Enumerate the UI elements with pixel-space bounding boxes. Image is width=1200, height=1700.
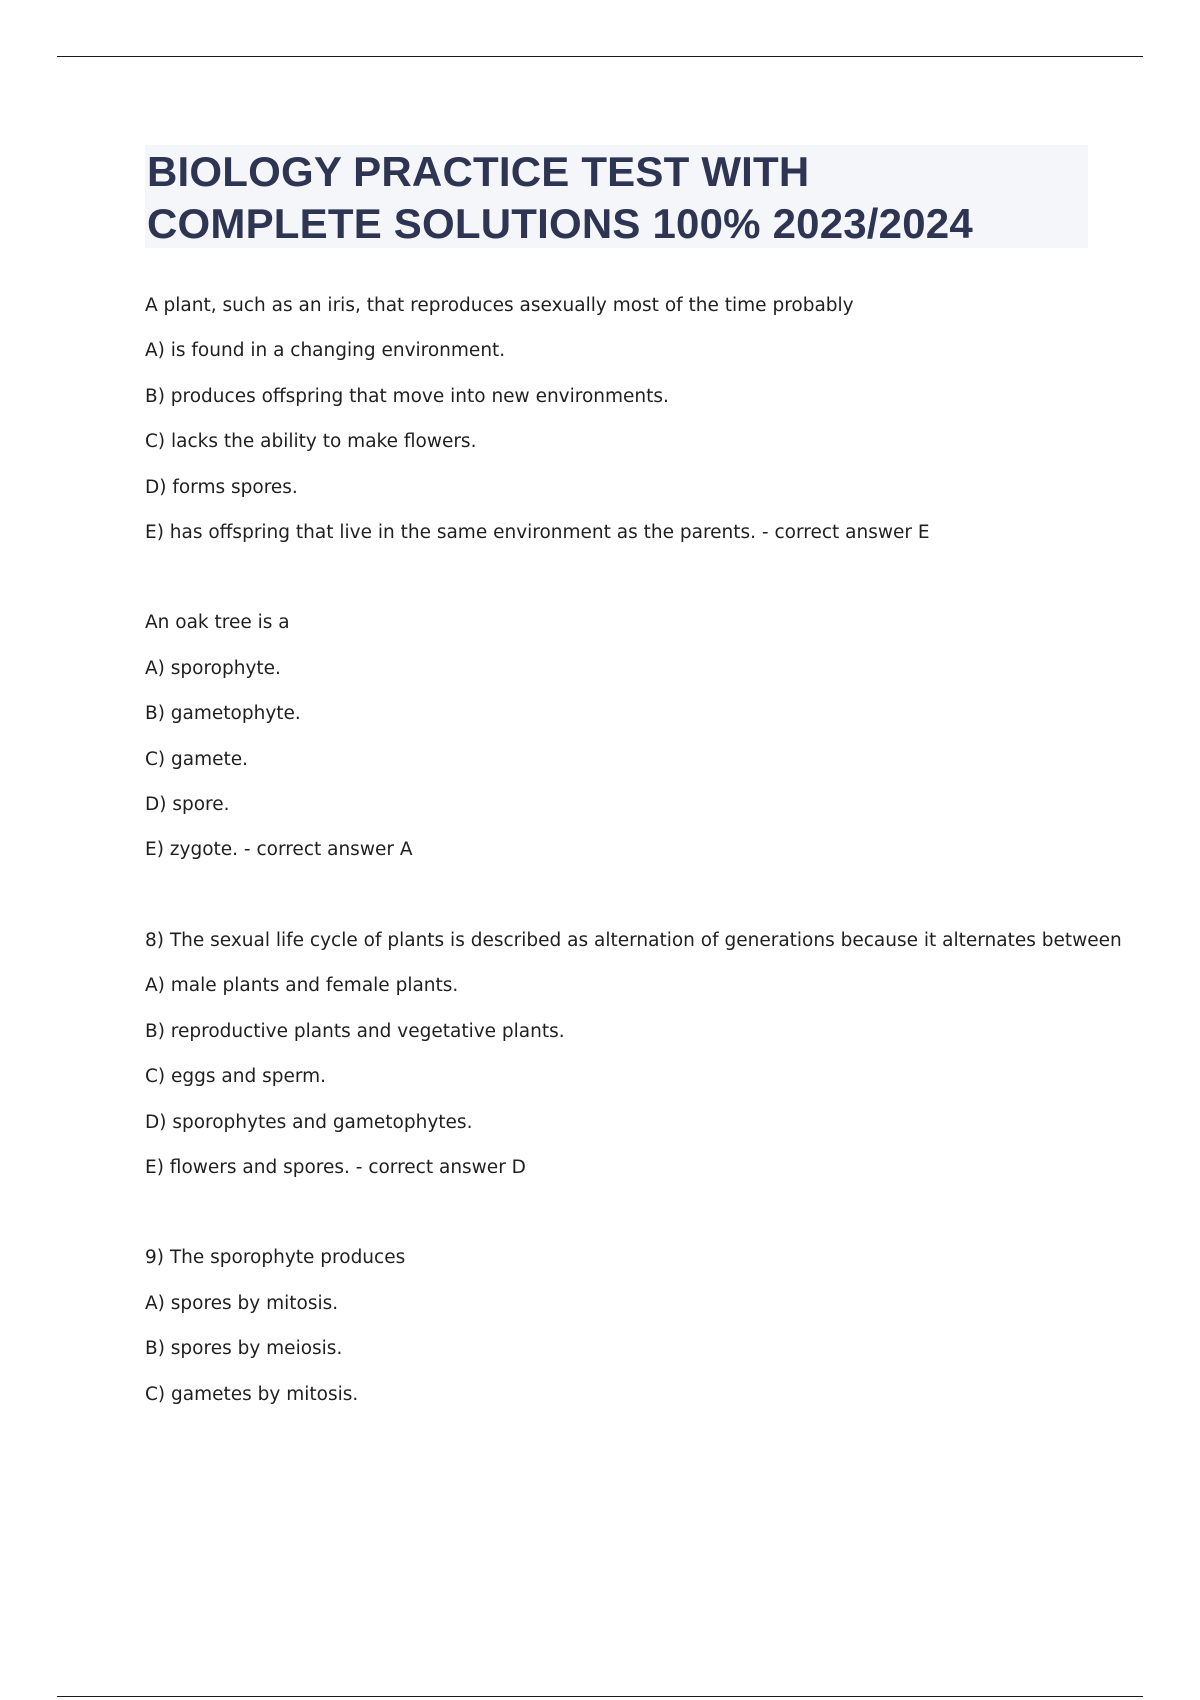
answer-option: E) has offspring that live in the same environment as the parents. - correct answer E	[145, 522, 930, 544]
answer-option: C) gamete.	[145, 748, 249, 770]
answer-option: D) forms spores.	[145, 476, 298, 498]
answer-option: A) is found in a changing environment.	[145, 340, 506, 362]
question-block	[145, 600, 1105, 872]
question-prompt: An oak tree is a	[145, 612, 290, 634]
question-prompt: A plant, such as an iris, that reproduces asexually most of the time probably	[145, 295, 854, 316]
answer-option: D) sporophytes and gametophytes.	[145, 1111, 473, 1133]
question-block	[145, 283, 1105, 555]
question-list	[145, 283, 1122, 1417]
answer-option: A) sporophyte.	[145, 657, 281, 679]
answer-option: A) male plants and female plants.	[145, 975, 459, 997]
top-rule	[57, 56, 1143, 57]
answer-option: B) gametophyte.	[145, 703, 301, 725]
answer-option: C) lacks the ability to make flowers.	[145, 431, 477, 453]
question-spacer	[145, 555, 1105, 600]
question-prompt: 8) The sexual life cycle of plants is described as alternation of generations because it alternates between	[145, 929, 1122, 951]
bottom-rule	[57, 1696, 1143, 1697]
question-block	[145, 1235, 1105, 1417]
answer-option: B) produces offspring that move into new environments.	[145, 385, 669, 407]
title-line-1: BIOLOGY PRACTICE TEST WITH	[147, 148, 810, 195]
question-spacer	[145, 1190, 1105, 1235]
answer-option: D) spore.	[145, 794, 230, 816]
question-prompt: 9) The sporophyte produces	[145, 1247, 406, 1269]
answer-option: B) spores by meiosis.	[145, 1338, 343, 1360]
question-block	[145, 918, 1122, 1190]
document-title	[145, 145, 1088, 248]
answer-option: E) zygote. - correct answer A	[145, 839, 413, 861]
answer-option: C) gametes by mitosis.	[145, 1383, 359, 1405]
answer-option: E) flowers and spores. - correct answer D	[145, 1156, 526, 1178]
question-spacer	[145, 873, 1105, 918]
title-line-2: COMPLETE SOLUTIONS 100% 2023/2024	[147, 200, 973, 247]
answer-option: A) spores by mitosis.	[145, 1292, 339, 1314]
answer-option: B) reproductive plants and vegetative plants.	[145, 1020, 565, 1042]
answer-option: C) eggs and sperm.	[145, 1066, 327, 1088]
